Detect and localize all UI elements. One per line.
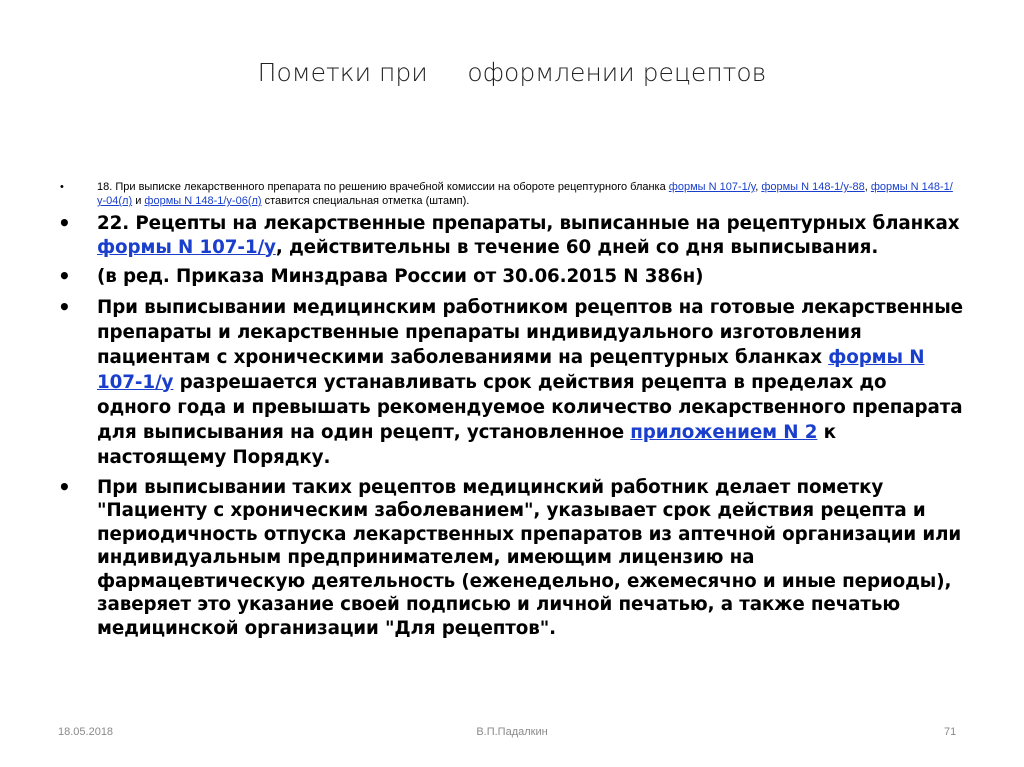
text: При выписывании медицинским работником рецептов на готовые лекарственные препараты и лекарственные препараты индивидуального изготовления пациентам с хроническими заболеваниями на рецептурных бланках bbox=[97, 296, 963, 368]
link-form-107[interactable]: формы N 107-1/у bbox=[668, 181, 756, 193]
text: , bbox=[755, 181, 762, 193]
list-item bbox=[58, 212, 963, 259]
list-item bbox=[58, 265, 963, 289]
list-item bbox=[58, 295, 963, 470]
text: 22. Рецепты на лекарственные препараты, выписанные на рецептурных бланках bbox=[97, 213, 960, 234]
bullet-icon: • bbox=[60, 181, 64, 193]
footer-author: В.П.Падалкин bbox=[476, 726, 548, 738]
slide-title: Пометки при оформлении рецептов bbox=[257, 58, 767, 87]
text: При выписывании таких рецептов медицинский работник делает пометку "Пациенту с хроническим заболеванием", указывает срок действия рецепта и периодичность отпуска лекарственных препаратов из аптечной организации или индивидуальным предпринимателем, имеющим лицензию на фармацевтическую деятельность (еженедельно, ежемесячно и иные периоды), заверяет это указание своей подписью и личной печатью, а также печатью медицинской организации "Для рецептов". bbox=[97, 476, 962, 639]
link-form-107[interactable]: формы N 107-1/у bbox=[97, 346, 925, 393]
bullet-icon: • bbox=[58, 264, 71, 288]
text: и bbox=[132, 195, 145, 207]
bullet-icon: • bbox=[58, 211, 71, 235]
text: к настоящему Порядку. bbox=[97, 421, 836, 468]
bullet-icon: • bbox=[58, 474, 71, 499]
bullet-icon: • bbox=[58, 294, 71, 319]
link-form-148-04[interactable]: формы N 148-1/у-04(л) bbox=[97, 181, 953, 207]
page-number: 71 bbox=[944, 726, 957, 738]
text: 18. При выписке лекарственного препарата по решению врачебной комиссии на обороте рецептурного бланка bbox=[97, 181, 669, 193]
footer-date: 18.05.2018 bbox=[58, 726, 114, 738]
link-form-148-88[interactable]: формы N 148-1/у-88 bbox=[761, 181, 865, 193]
bullet-list bbox=[58, 180, 963, 646]
list-item bbox=[58, 476, 963, 641]
text: , действительны в течение 60 дней со дня выписывания. bbox=[275, 236, 879, 258]
text: разрешается устанавливать срок действия рецепта в пределах до одного года и превышать рекомендуемое количество лекарственного препарата для выписывания на один рецепт, установленное bbox=[97, 371, 963, 443]
link-form-107[interactable]: формы N 107-1/у bbox=[97, 236, 276, 258]
list-item bbox=[58, 180, 963, 208]
text: (в ред. Приказа Минздрава России от 30.06.2015 N 386н) bbox=[97, 266, 704, 287]
link-form-148-06[interactable]: формы N 148-1/у-06(л) bbox=[144, 195, 262, 207]
link-appendix-2[interactable]: приложением N 2 bbox=[630, 421, 818, 443]
text: , bbox=[864, 181, 871, 193]
text: ставится специальная отметка (штамп). bbox=[261, 195, 470, 207]
